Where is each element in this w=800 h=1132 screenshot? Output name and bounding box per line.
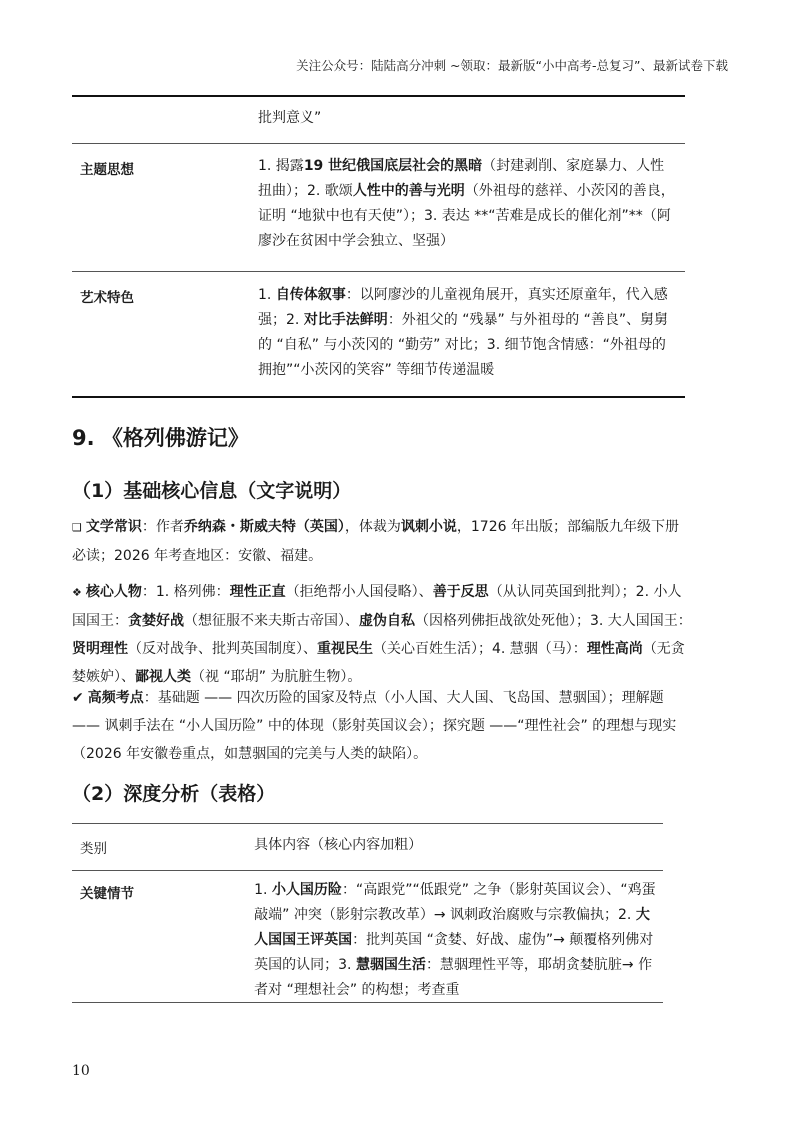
- bold-text-segment: 人性中的善与光明: [352, 183, 465, 199]
- bold-text-segment: 小人国历险: [271, 882, 342, 898]
- text-segment: （反对战争、批判英国制度）、: [128, 641, 317, 657]
- text-segment: 1.: [254, 882, 272, 898]
- text-segment: （因格列佛拒战欲处死他）；3. 大人国国王：: [415, 613, 692, 629]
- text-segment: ：“高跟党”“低跟党” 之争（影射英国议会）、“鸡蛋敲端” 冲突（影射宗教改革）→ 讽刺政治腐败与宗教偏执；2.: [254, 882, 656, 923]
- text-segment: ：批判英国 “贪婪、好战、虚伪”→ 颠覆格列佛对英国的认同；3.: [254, 932, 654, 973]
- bold-text-segment: 核心人物: [85, 584, 142, 600]
- bold-text-segment: 理性高尚: [586, 641, 643, 657]
- text-segment: （想征服不来夫斯古帝国）、: [184, 613, 359, 629]
- bold-text-segment: 贤明理性: [72, 641, 128, 657]
- subsection-title-analysis: （2）深度分析（表格）: [72, 783, 276, 805]
- bold-text-segment: 乔纳森・斯威夫特（英国）: [183, 519, 345, 535]
- text-segment: （无贪婪嫉妒）、: [72, 641, 685, 685]
- table-row: [72, 272, 685, 398]
- bold-text-segment: 自传体叙事: [275, 287, 346, 303]
- bold-text-segment: 理性正直: [229, 584, 286, 600]
- text-segment: ：以阿廖沙的儿童视角展开，真实还原童年，代入感强；2.: [258, 287, 668, 328]
- text-segment: ：作者: [141, 519, 184, 535]
- bold-text-segment: 善于反思: [432, 584, 489, 600]
- row-key-theme: 主题思想: [80, 162, 134, 178]
- bold-text-segment: 讽刺小说: [400, 519, 457, 535]
- diamond-bullet-icon: ❖: [72, 586, 82, 599]
- text-segment: （外祖母的慈祥、小茨冈的善良，证明 “地狱中也有天使”）；3. 表达 **“苦难是成长的催化剂”**（阿廖沙在贫困中学会独立、坚强）: [258, 183, 675, 249]
- row-key-plot: 关键情节: [80, 886, 134, 902]
- bold-text-segment: 重视民生: [317, 641, 373, 657]
- table-row: [72, 871, 663, 1003]
- text-segment: 1. 揭露: [258, 158, 304, 174]
- paragraph-text: [72, 519, 679, 564]
- paragraph-literary-facts: [72, 513, 692, 570]
- text-segment: （封建剥削、家庭暴力、人性扭曲）；2. 歌颂: [258, 158, 665, 199]
- subsection-title-basic: （1）基础核心信息（文字说明）: [72, 480, 352, 502]
- paragraph-text: [72, 690, 676, 762]
- text-segment: （从认同英国到批判）；2. 小人国国王：: [72, 584, 682, 629]
- text-segment: （关心百姓生活）；4. 慧骃（马）：: [373, 641, 587, 657]
- bold-text-segment: 文学常识: [85, 519, 142, 535]
- section-title: 9. 《格列佛游记》: [72, 426, 249, 450]
- bold-text-segment: 19 世纪俄国底层社会的黑暗: [303, 158, 483, 174]
- text-segment: ：外祖父的 “残暴” 与外祖母的 “善良”、舅舅的 “自私” 与小茨冈的 “勤劳” 对比；3. 细节饱含情感：“外祖母的拥抱”“小茨冈的笑容” 等细节传递温暖: [258, 312, 669, 378]
- row-value-theme: [258, 144, 676, 271]
- text-segment: ，体裁为: [344, 519, 401, 535]
- character-table: [72, 95, 685, 398]
- table-row: [72, 144, 685, 272]
- header-col-category: 类别: [80, 841, 107, 857]
- page-header: 关注公众号：陆陆高分冲刺 ~领取：最新版“小中高考-总复习”、最新试卷下载: [296, 58, 728, 73]
- table-row-continued: [72, 97, 685, 144]
- bold-text-segment: 鄙视人类: [135, 669, 191, 685]
- analysis-table: [72, 823, 663, 1003]
- text-segment: ，1726 年出版；部编版九年级下册必读；2026 年考查地区：安徽、福建。: [72, 519, 679, 564]
- text-segment: 1.: [258, 287, 276, 303]
- paragraph-exam-points: [72, 684, 692, 768]
- row-value-art: [258, 272, 676, 396]
- square-bullet-icon: ❑: [72, 521, 82, 534]
- paragraph-text: [72, 584, 692, 685]
- bold-text-segment: 对比手法鲜明: [303, 312, 388, 328]
- bold-text-segment: 大人国国王评英国: [254, 907, 650, 948]
- row-key-art: 艺术特色: [80, 290, 134, 306]
- text-segment: （视 “耶胡” 为肮脏生物）。: [191, 669, 362, 685]
- bold-text-segment: 慧骃国生活: [355, 957, 426, 973]
- text-segment: ：慧骃理性平等，耶胡贪婪肮脏→ 作者对 “理想社会” 的构想；考查重: [254, 957, 653, 998]
- bold-text-segment: 虚伪自私: [359, 613, 415, 629]
- checkmark-bullet-icon: ✔: [72, 690, 84, 706]
- bold-text-segment: 贪婪好战: [128, 613, 184, 629]
- text-segment: （拒绝帮小人国侵略）、: [285, 584, 433, 600]
- header-col-content: 具体内容（核心内容加粗）: [254, 837, 423, 853]
- page-number: 10: [72, 1063, 90, 1079]
- bold-text-segment: 高频考点: [87, 690, 144, 706]
- table-header-row: [72, 824, 663, 871]
- paragraph-characters: [72, 578, 692, 691]
- row-value-plot: [254, 871, 663, 1002]
- text-segment: ：1. 格列佛：: [141, 584, 230, 600]
- continued-cell: 批判意义”: [258, 110, 322, 126]
- text-segment: ：基础题 —— 四次历险的国家及特点（小人国、大人国、飞岛国、慧骃国）；理解题 —— 讽刺手法在 “小人国历险” 中的体现（影射英国议会）；探究题 ——“理性社会” 的理想与现实（2026 年安徽卷重点，如慧骃国的完美与人类的缺陷）。: [72, 690, 677, 762]
